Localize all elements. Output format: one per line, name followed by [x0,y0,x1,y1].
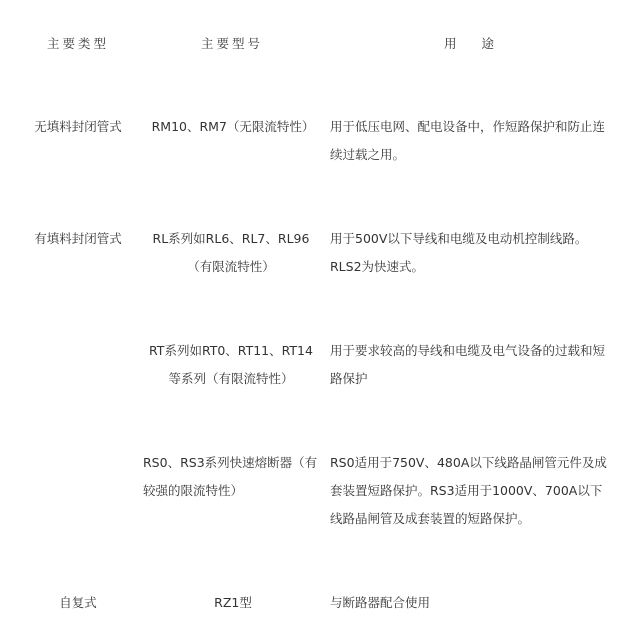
row-use: RS0适用于750V、480A以下线路晶闸管元件及成套装置短路保护。RS3适用于1000V、700A以下线路晶闸管及成套装置的短路保护。 [330,455,607,526]
row-type: 无填料封闭管式 [34,119,122,134]
header-type: 主要类型 [47,36,110,51]
row-model: RZ1型 [214,595,252,610]
row-model: RM10、RM7（无限流特性） [151,119,315,134]
row-use: 用于500V以下导线和电缆及电动机控制线路。RLS2为快速式。 [330,231,588,274]
row-model: RS0、RS3系列快速熔断器（有较强的限流特性） [143,455,318,498]
header-model: 主要型号 [201,36,264,51]
row-type: 有填料封闭管式 [34,231,122,246]
row-model: RT系列如RT0、RT11、RT14等系列（有限流特性） [149,343,313,386]
row-use: 与断路器配合使用 [330,595,431,610]
row-use: 用于低压电网、配电设备中，作短路保护和防止连续过载之用。 [330,119,606,162]
row-model: RL系列如RL6、RL7、RL96（有限流特性） [152,231,310,274]
row-type: 自复式 [59,595,97,610]
row-use: 用于要求较高的导线和电缆及电气设备的过载和短路保护 [330,343,606,386]
header-use: 用 途 [444,36,495,51]
